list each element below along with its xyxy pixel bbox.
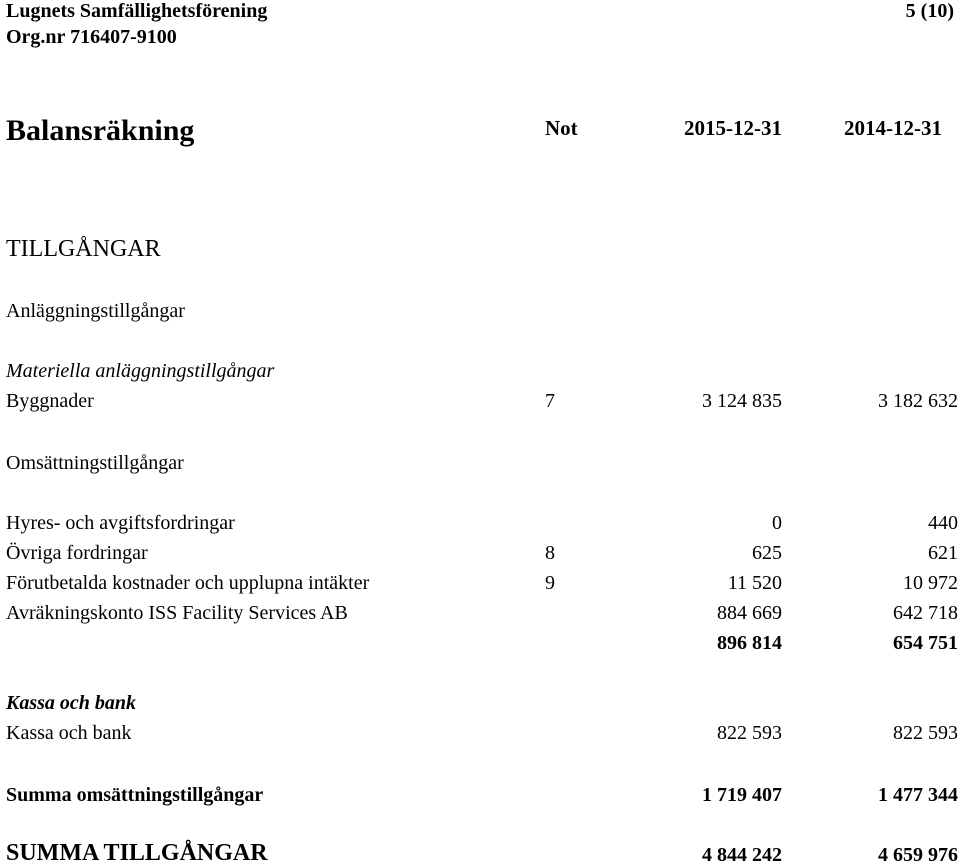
table-row — [0, 542, 960, 566]
page-number: 5 (10) — [905, 0, 954, 22]
date-column-2: 2014-12-31 — [844, 116, 942, 140]
row-label: Kassa och bank — [6, 722, 132, 744]
subtotal-value-2015: 896 814 — [717, 632, 782, 654]
summa-tillgangar-label: SUMMA TILLGÅNGAR — [6, 840, 268, 866]
subtotal-row — [0, 632, 960, 656]
row-value-2015: 11 520 — [727, 572, 782, 594]
section-anlaggningstillgangar: Anläggningstillgångar — [6, 300, 185, 322]
row-label: Avräkningskonto ISS Facility Services AB — [6, 602, 348, 624]
org-name: Lugnets Samfällighetsförening — [6, 0, 268, 22]
row-value-2014: 3 182 632 — [878, 390, 958, 412]
row-label: Hyres- och avgiftsfordringar — [6, 512, 235, 534]
summa-omsattning-row — [0, 784, 960, 808]
summa-tillgangar-value-2014: 4 659 976 — [878, 844, 958, 866]
table-row — [0, 722, 960, 746]
row-value-2014: 621 — [928, 542, 958, 564]
row-value-2015: 822 593 — [717, 722, 782, 744]
summa-tillgangar-value-2015: 4 844 242 — [702, 844, 782, 866]
row-value-2015: 0 — [772, 512, 782, 534]
row-note: 9 — [545, 572, 555, 594]
org-nr: Org.nr 716407-9100 — [6, 26, 177, 48]
row-value-2015: 1 719 407 — [702, 784, 782, 806]
row-label: Förutbetalda kostnader och upplupna intäkter — [6, 572, 370, 594]
row-value-2014: 440 — [928, 512, 958, 534]
subtotal-value-2014: 654 751 — [893, 632, 958, 654]
table-row — [0, 572, 960, 596]
section-omsattningstillgangar: Omsättningstillgångar — [6, 452, 184, 474]
row-value-2015: 884 669 — [717, 602, 782, 624]
note-column-header: Not — [545, 116, 578, 140]
section-kassa-och-bank: Kassa och bank — [6, 692, 137, 714]
page-title: Balansräkning — [6, 114, 195, 147]
row-value-2014: 10 972 — [903, 572, 958, 594]
section-tillgangar: TILLGÅNGAR — [6, 236, 161, 262]
row-note: 8 — [545, 542, 555, 564]
row-value-2014: 1 477 344 — [878, 784, 958, 806]
row-note: 7 — [545, 390, 555, 412]
row-value-2015: 625 — [752, 542, 782, 564]
row-label: Övriga fordringar — [6, 542, 148, 564]
date-column-1: 2015-12-31 — [684, 116, 782, 140]
row-label: Byggnader — [6, 390, 94, 412]
row-value-2014: 822 593 — [893, 722, 958, 744]
row-value-2014: 642 718 — [893, 602, 958, 624]
table-row — [0, 602, 960, 626]
row-value-2015: 3 124 835 — [702, 390, 782, 412]
table-row — [0, 390, 960, 414]
row-label: Summa omsättningstillgångar — [6, 784, 264, 806]
section-materiella: Materiella anläggningstillgångar — [6, 360, 275, 382]
table-row — [0, 512, 960, 536]
